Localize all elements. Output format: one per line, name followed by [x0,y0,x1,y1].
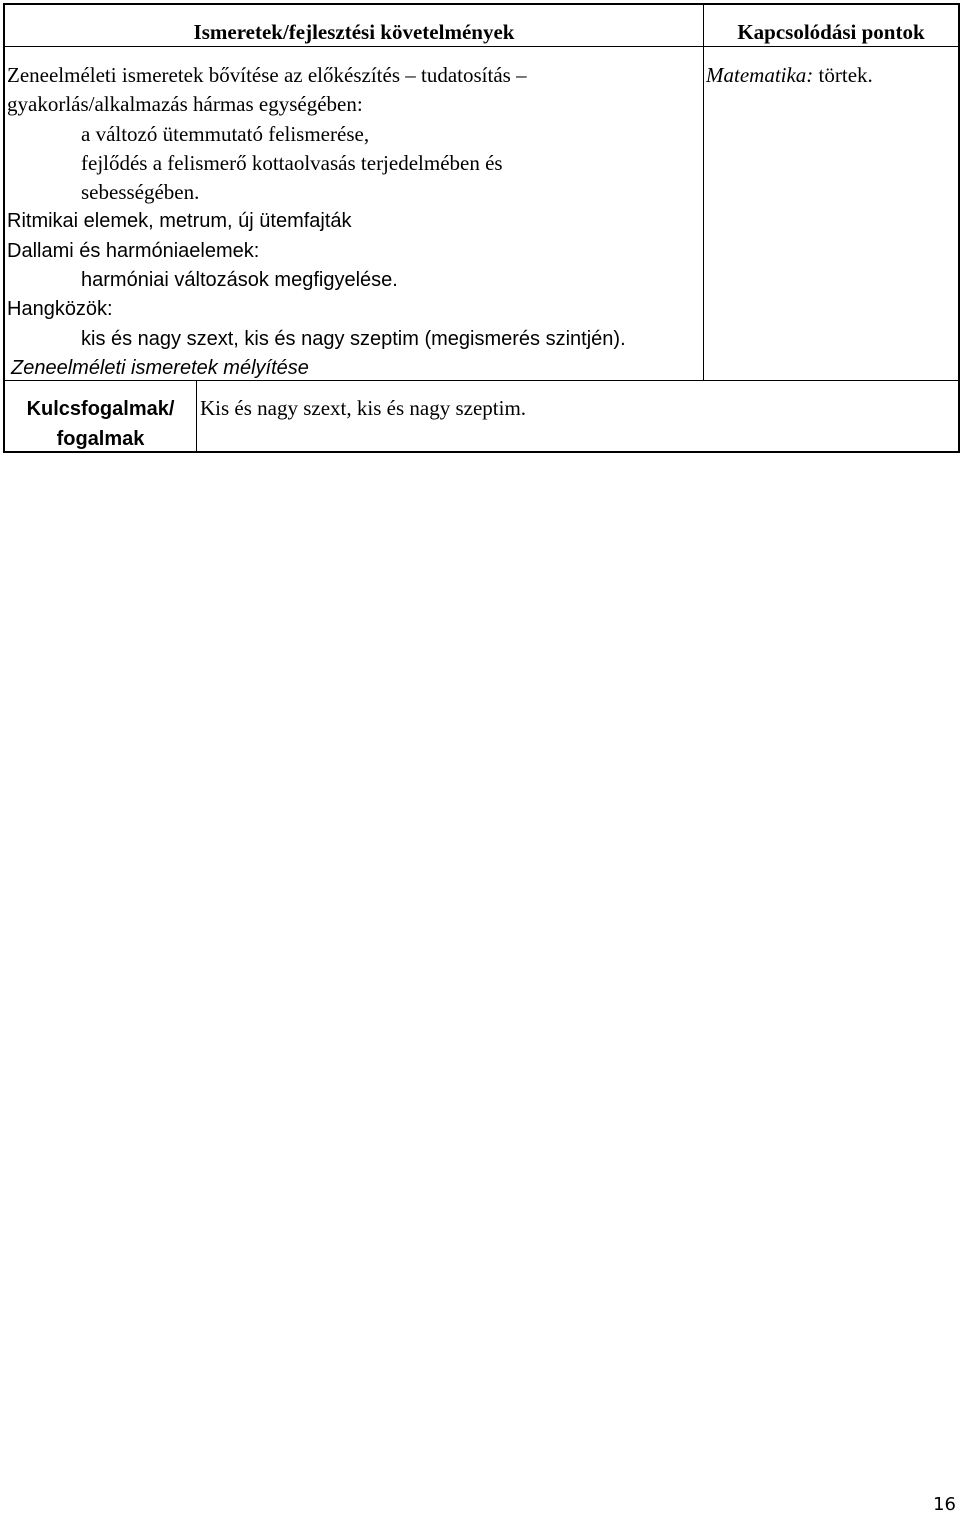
table-border-left [3,3,5,453]
content-line-intro: Zeneelméleti ismeretek bővítése az előkészítés – tudatosítás – [7,63,527,87]
content-line-score-reading: fejlődés a felismerő kottaolvasás terjedelmében és [81,150,503,175]
table-border-top [3,3,960,5]
key-concepts-label-line1: Kulcsfogalmak/ [26,398,175,420]
connection-content [706,61,956,90]
connection-topic: törtek. [818,63,873,87]
content-line-theory-deepening: Zeneelméleti ismeretek mélyítése [11,356,309,379]
content-line-time-signature: a változó ütemmutató felismerése, [81,121,370,146]
page-number: 16 [933,1494,956,1515]
column-divider [703,3,704,381]
header-requirements: Ismeretek/fejlesztési követelmények [193,20,515,44]
content-line-melody-harmony: Dallami és harmóniaelemek: [7,239,260,262]
header-divider [3,46,960,47]
content-line-harmony-changes: harmóniai változások megfigyelése. [81,269,398,292]
content-line-sixth-seventh: kis és nagy szext, kis és nagy szeptim (megismerés szintjén). [81,327,626,350]
content-line-intro-cont: gyakorlás/alkalmazás hármas egységében: [7,92,363,117]
key-concepts-value: Kis és nagy szext, kis és nagy szeptim. [200,396,527,420]
requirements-content [7,61,701,383]
content-line-rhythm: Ritmikai elemek, metrum, új ütemfajták [7,210,352,233]
content-line-speed: sebességében. [81,180,200,205]
content-line-intervals: Hangközök: [7,298,113,321]
connection-subject: Matematika: [706,63,814,87]
key-concepts-divider [196,380,197,452]
key-concepts-label-line2: fogalmak [56,428,145,450]
header-connections: Kapcsolódási pontok [737,20,925,44]
key-concepts-label [5,394,196,454]
